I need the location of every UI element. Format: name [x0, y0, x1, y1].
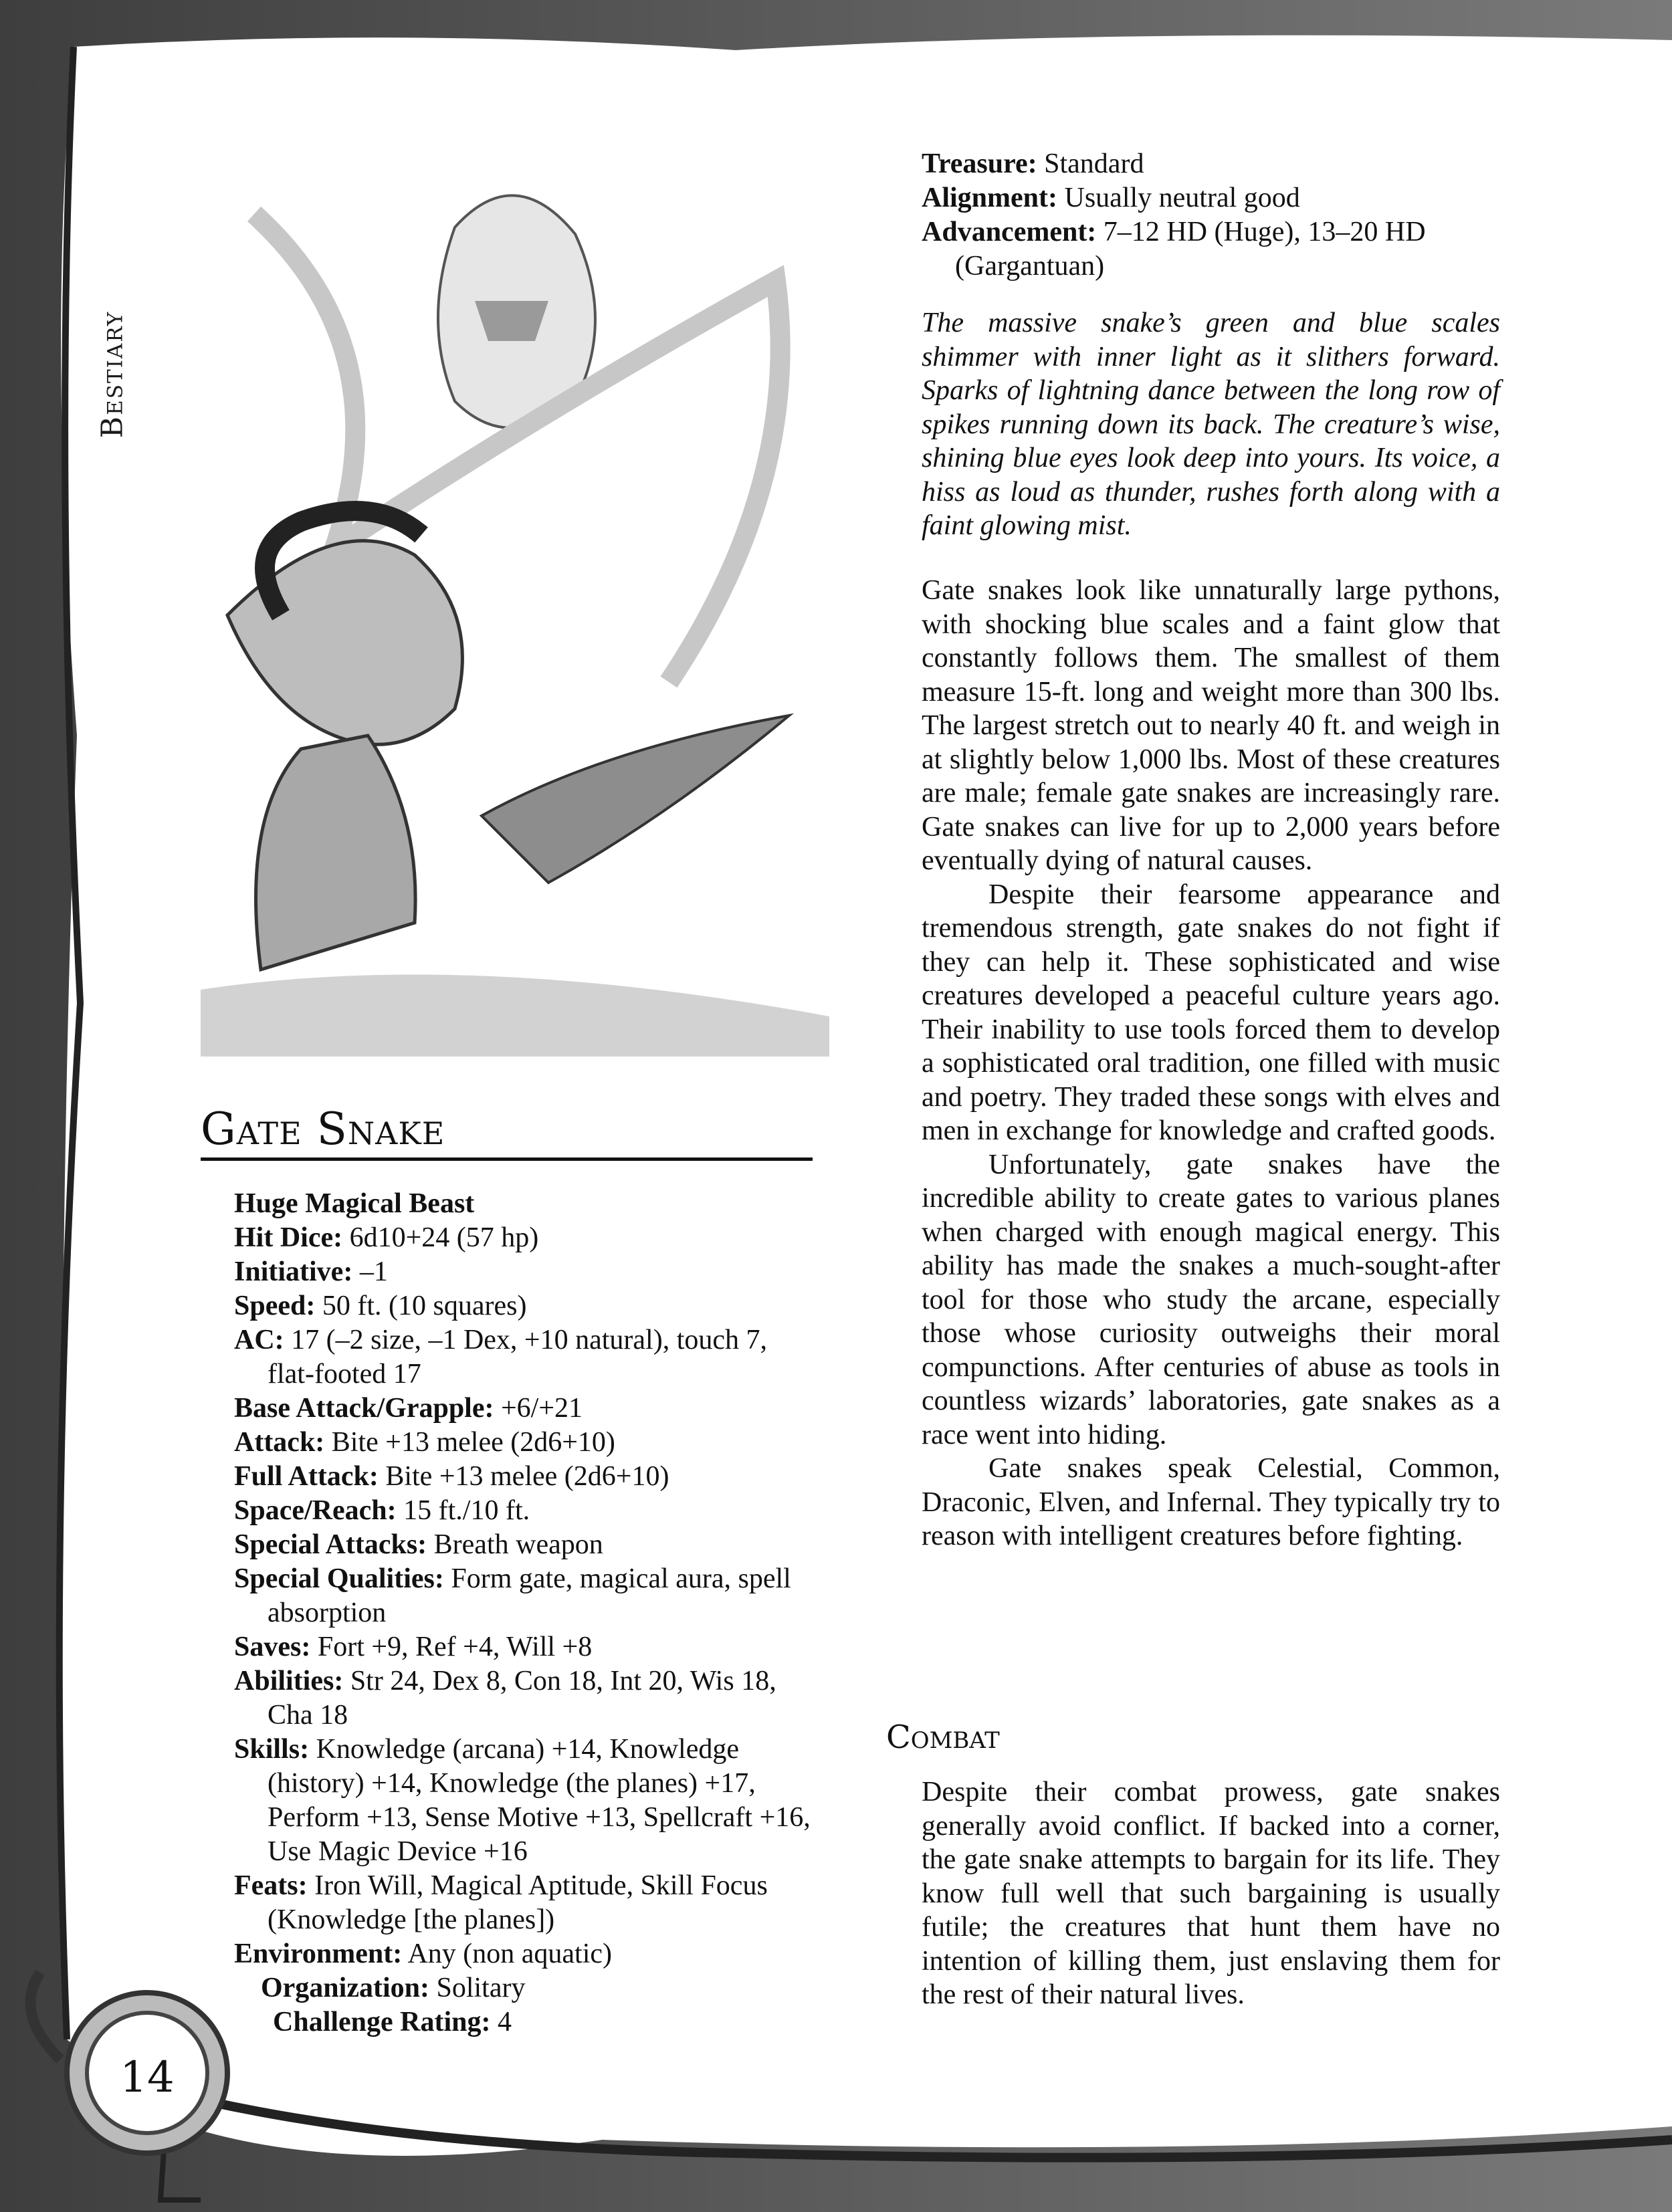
- stat-special-attacks: Special Attacks: Breath weapon: [234, 1529, 603, 1560]
- gate-snake-illustration-icon: [201, 147, 829, 1057]
- section-tab: Bestiary: [95, 310, 130, 439]
- stat-speed: Speed: 50 ft. (10 squares): [234, 1291, 527, 1321]
- stat-skills: Skills: Knowledge (arcana) +14, Knowledge (history) +14, Knowledge (the planes) +17, Perform +13, Sense Motive +13, Spellcraft +16, Use Magic Device +16: [234, 1734, 811, 1867]
- paragraph: Gate snakes look like unnaturally large pythons, with shocking blue scales and a faint glow that constantly follows them. The smallest of them measure 15-ft. long and weight more than 300 lbs. The largest stretch out to nearly 40 ft. and weigh in at slightly below 1,000 lbs. Most of these creatures are male; female gate snakes are increasingly rare. Gate snakes can live for up to 2,000 years before eventually dying of natural causes.: [922, 575, 1500, 876]
- stat-base-attack: Base Attack/Grapple: +6/+21: [234, 1393, 583, 1424]
- stat-attack: Attack: Bite +13 melee (2d6+10): [234, 1427, 615, 1458]
- illustration: [201, 147, 829, 1057]
- stat-full-attack: Full Attack: Bite +13 melee (2d6+10): [234, 1461, 669, 1492]
- page-number: 14: [120, 2053, 175, 2102]
- creature-title: Gate Snake: [201, 1103, 813, 1161]
- stat-special-qualities: Special Qualities: Form gate, magical aura, spell absorption: [234, 1563, 791, 1628]
- stat-abilities: Abilities: Str 24, Dex 8, Con 18, Int 20, Wis 18, Cha 18: [234, 1666, 776, 1731]
- stat-block: [234, 1187, 816, 2039]
- stat-alignment: Alignment: Usually neutral good: [922, 183, 1300, 213]
- stat-ac: AC: 17 (–2 size, –1 Dex, +10 natural), touch 7, flat-footed 17: [234, 1325, 768, 1390]
- paragraph: Gate snakes speak Celestial, Common, Draconic, Elven, and Infernal. They typically try to reason with intelligent creatures before fighting.: [922, 1453, 1500, 1551]
- stat-advancement: Advancement: 7–12 HD (Huge), 13–20 HD (Gargantuan): [922, 217, 1426, 282]
- stat-organization: Organization: Solitary: [261, 1973, 526, 2003]
- stat-type: Huge Magical Beast: [234, 1188, 475, 1219]
- stat-feats: Feats: Iron Will, Magical Aptitude, Skill Focus (Knowledge [the planes]): [234, 1870, 768, 1935]
- combat-heading: Combat: [886, 1719, 1000, 1756]
- stat-hit-dice: Hit Dice: 6d10+24 (57 hp): [234, 1222, 539, 1253]
- paragraph: Unfortunately, gate snakes have the incredible ability to create gates to various planes when charged with enough magical energy. This ability has made the snakes a much-sought-after tool for those who study the arcane, especially those whose curiosity outweighs their moral compunctions. After centuries of abuse as tools in countless wizards’ laboratories, gate snakes as a race went into hiding.: [922, 1149, 1500, 1450]
- description: [922, 574, 1500, 1553]
- stat-block-continued: [922, 147, 1500, 284]
- stat-treasure: Treasure: Standard: [922, 148, 1144, 179]
- stat-environment: Environment: Any (non aquatic): [234, 1939, 613, 1969]
- stat-initiative: Initiative: –1: [234, 1256, 388, 1287]
- paragraph: Despite their fearsome appearance and tremendous strength, gate snakes do not fight if they can help it. These sophisticated and wise creatures developed a peaceful culture years ago. Their inability to use tools forced them to develop a sophisticated oral tradition, one filled with music and poetry. They traded these songs with elves and men in exchange for knowledge and crafted goods.: [922, 879, 1500, 1146]
- stat-challenge-rating: Challenge Rating: 4: [273, 2007, 512, 2037]
- stat-space-reach: Space/Reach: 15 ft./10 ft.: [234, 1495, 530, 1526]
- combat-text: Despite their combat prowess, gate snakes generally avoid conflict. If backed into a corner, the gate snake attempts to bargain for its life. They know full well that such bargaining is usually futile; the creatures that hunt them have no intention of killing them, just enslaving them for the rest of their natural lives.: [922, 1777, 1500, 2010]
- stat-saves: Saves: Fort +9, Ref +4, Will +8: [234, 1632, 593, 1662]
- flavor-text: The massive snake’s green and blue scales shimmer with inner light as it slithers forward. Sparks of lightning dance between the long row of spikes running down its back. The creature’s wise, shining blue eyes look deep into yours. Its voice, a hiss as loud as thunder, rushes forth along with a faint glowing mist.: [922, 308, 1500, 541]
